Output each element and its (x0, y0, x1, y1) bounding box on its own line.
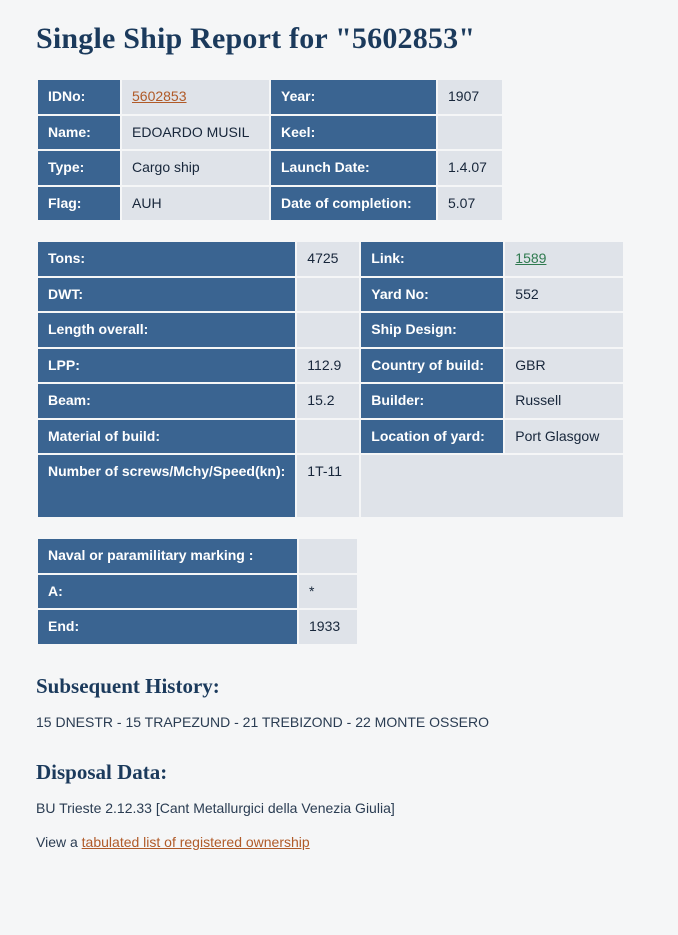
tons-label: Tons: (38, 242, 295, 276)
tons-value: 4725 (297, 242, 359, 276)
ship-design-label: Ship Design: (361, 313, 503, 347)
launch-date-value: 1.4.07 (438, 151, 502, 185)
subsequent-history-heading: Subsequent History: (36, 673, 220, 698)
screws-machinery-speed-value: 1T-11 (297, 455, 359, 517)
table-row (38, 278, 623, 312)
type-value: Cargo ship (122, 151, 269, 185)
length-overall-label: Length overall: (38, 313, 295, 347)
tabulated-ownership-link[interactable]: tabulated list of registered ownership (81, 833, 310, 850)
table-row (38, 187, 502, 221)
disposal-data-text: BU Trieste 2.12.33 [Cant Metallurgici della Venezia Giulia] (36, 800, 395, 817)
dwt-label: DWT: (38, 278, 295, 312)
specifications-table (36, 240, 625, 519)
link-value (505, 242, 623, 276)
completion-date-label: Date of completion: (271, 187, 436, 221)
a-label: A: (38, 575, 297, 609)
lpp-value: 112.9 (297, 349, 359, 383)
location-of-yard-label: Location of yard: (361, 420, 503, 454)
table-row (38, 539, 357, 573)
builder-label: Builder: (361, 384, 503, 418)
service-table (36, 537, 359, 646)
length-overall-value (297, 313, 359, 347)
beam-value: 15.2 (297, 384, 359, 418)
table-row (38, 575, 357, 609)
a-value: * (299, 575, 357, 609)
beam-label: Beam: (38, 384, 295, 418)
yard-no-value: 552 (505, 278, 623, 312)
builder-value: Russell (505, 384, 623, 418)
material-of-build-value (297, 420, 359, 454)
material-of-build-label: Material of build: (38, 420, 295, 454)
ownership-footer (36, 833, 642, 853)
dwt-value (297, 278, 359, 312)
ship-design-value (505, 313, 623, 347)
keel-label: Keel: (271, 116, 436, 150)
year-label: Year: (271, 80, 436, 114)
yard-no-label: Yard No: (361, 278, 503, 312)
idno-label: IDNo: (38, 80, 120, 114)
table-row (38, 151, 502, 185)
table-row (38, 455, 623, 517)
idno-value (122, 80, 269, 114)
table-row (38, 610, 357, 644)
year-value: 1907 (438, 80, 502, 114)
country-of-build-label: Country of build: (361, 349, 503, 383)
table-row (38, 349, 623, 383)
naval-marking-label: Naval or paramilitary marking : (38, 539, 297, 573)
country-of-build-value: GBR (505, 349, 623, 383)
name-label: Name: (38, 116, 120, 150)
location-of-yard-value: Port Glasgow (505, 420, 623, 454)
naval-marking-value (299, 539, 357, 573)
keel-value (438, 116, 502, 150)
table-row (38, 116, 502, 150)
ownership-footer-prefix: View a (36, 833, 82, 850)
idno-link[interactable]: 5602853 (132, 88, 187, 104)
subsequent-history-text: 15 DNESTR - 15 TRAPEZUND - 21 TREBIZOND - 22 MONTE OSSERO (36, 713, 490, 730)
flag-value: AUH (122, 187, 269, 221)
identity-table (36, 78, 504, 222)
flag-label: Flag: (38, 187, 120, 221)
completion-date-value: 5.07 (438, 187, 502, 221)
page-title: Single Ship Report for "5602853" (36, 22, 476, 55)
type-label: Type: (38, 151, 120, 185)
screws-machinery-speed-filler (361, 455, 623, 517)
launch-date-label: Launch Date: (271, 151, 436, 185)
screws-machinery-speed-label: Number of screws/Mchy/Speed(kn): (38, 455, 295, 517)
link-label: Link: (361, 242, 503, 276)
end-label: End: (38, 610, 297, 644)
end-value: 1933 (299, 610, 357, 644)
disposal-data-heading: Disposal Data: (36, 760, 168, 785)
table-row (38, 384, 623, 418)
table-row (38, 242, 623, 276)
name-value: EDOARDO MUSIL (122, 116, 269, 150)
table-row (38, 80, 502, 114)
table-row (38, 313, 623, 347)
link-reference-link[interactable]: 1589 (515, 250, 547, 266)
table-row (38, 420, 623, 454)
lpp-label: LPP: (38, 349, 295, 383)
